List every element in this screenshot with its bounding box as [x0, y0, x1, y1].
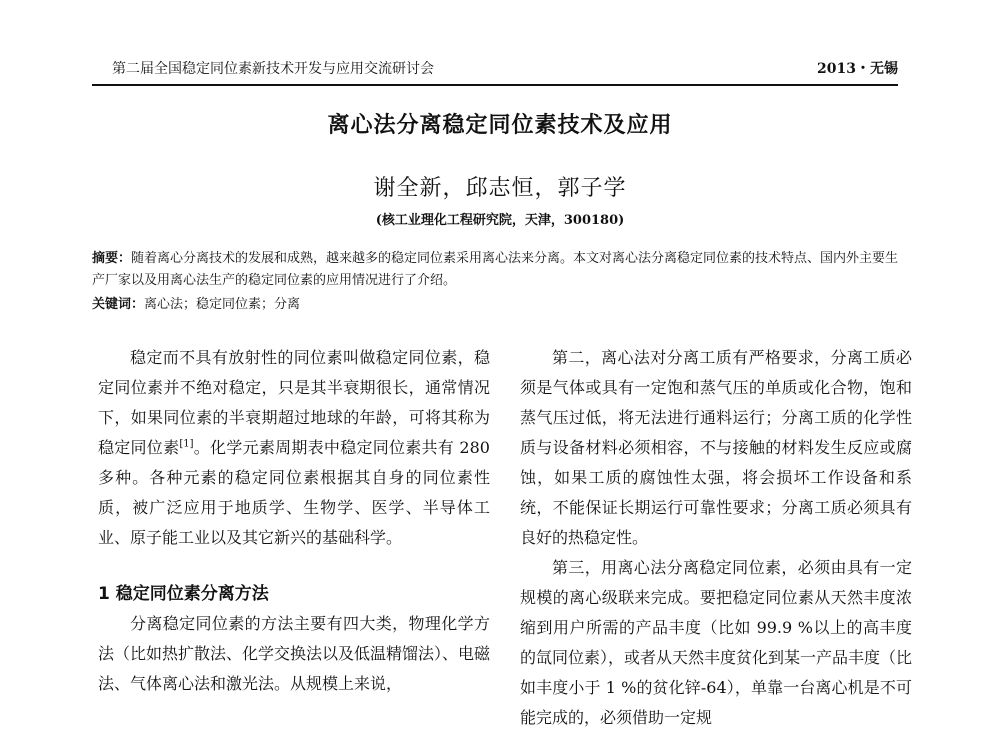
intro-paragraph [98, 343, 490, 553]
abstract-text: 随着离心分离技术的发展和成熟，越来越多的稳定同位素采用离心法来分离。本文对离心法分离稳定同位素的技术特点、国内外主要生产厂家以及用离心法生产的稳定同位素的应用情况进行了介绍。 [92, 251, 899, 288]
abstract [92, 248, 900, 292]
keywords [92, 294, 900, 316]
section-heading: 1 稳定同位素分离方法 [98, 584, 269, 604]
running-header [112, 58, 898, 80]
year-place: 2013・无锡 [817, 61, 898, 77]
intro-text-a: 稳定而不具有放射性的同位素叫做稳定同位素，稳定同位素并不绝对稳定，只是其半衰期很长，通常情况下，如果同位素的半衰期超过地球的年龄，可将其称为稳定同位素 [98, 348, 490, 457]
header-rule [92, 84, 898, 86]
third-point-paragraph: 第三，用离心法分离稳定同位素，必须由具有一定规模的离心级联来完成。要把稳定同位素从天然丰度浓缩到用户所需的产品丰度（比如 99.9 %以上的高丰度的氙同位素），或者从天然丰度贫化到某一产品丰度（比如丰度小于 1 %的贫化锌-64），单靠一台离心机是不可能完成的，必须借助一定规 [520, 558, 913, 727]
authors: 谢全新，邱志恒，郭子学 [373, 176, 627, 201]
intro-text-b: 。化学元素周期表中稳定同位素共有 280 多种。各种元素的稳定同位素根据其自身的同位素性质，被广泛应用于地质学、生物学、医学、半导体工业、原子能工业以及其它新兴的基础科学。 [98, 438, 490, 547]
keywords-text: 离心法；稳定同位素；分离 [144, 297, 301, 312]
affiliation: (核工业理化工程研究院，天津，300180) [375, 213, 625, 228]
keywords-label: 关键词： [92, 297, 145, 312]
right-column [520, 343, 912, 733]
abstract-label: 摘要： [92, 251, 132, 266]
methods-paragraph: 分离稳定同位素的方法主要有四大类，物理化学方法（比如热扩散法、化学交换法以及低温精馏法）、电磁法、气体离心法和激光法。从规模上来说， [98, 614, 491, 693]
citation-ref[interactable]: [1] [179, 438, 194, 450]
second-point-paragraph: 第二，离心法对分离工质有严格要求，分离工质必须是气体或具有一定饱和蒸气压的单质或化合物，饱和蒸气压过低，将无法进行通料运行；分离工质的化学性质与设备材料必须相容，不与接触的材料发生反应或腐蚀，如果工质的腐蚀性太强，将会损坏工作设备和系统，不能保证长期运行可靠性要求；分离工质必须具有良好的热稳定性。 [520, 348, 912, 547]
left-column [98, 343, 490, 699]
paper-title: 离心法分离稳定同位素技术及应用 [327, 113, 673, 138]
conference-name: 第二届全国稳定同位素新技术开发与应用交流研讨会 [112, 61, 434, 77]
